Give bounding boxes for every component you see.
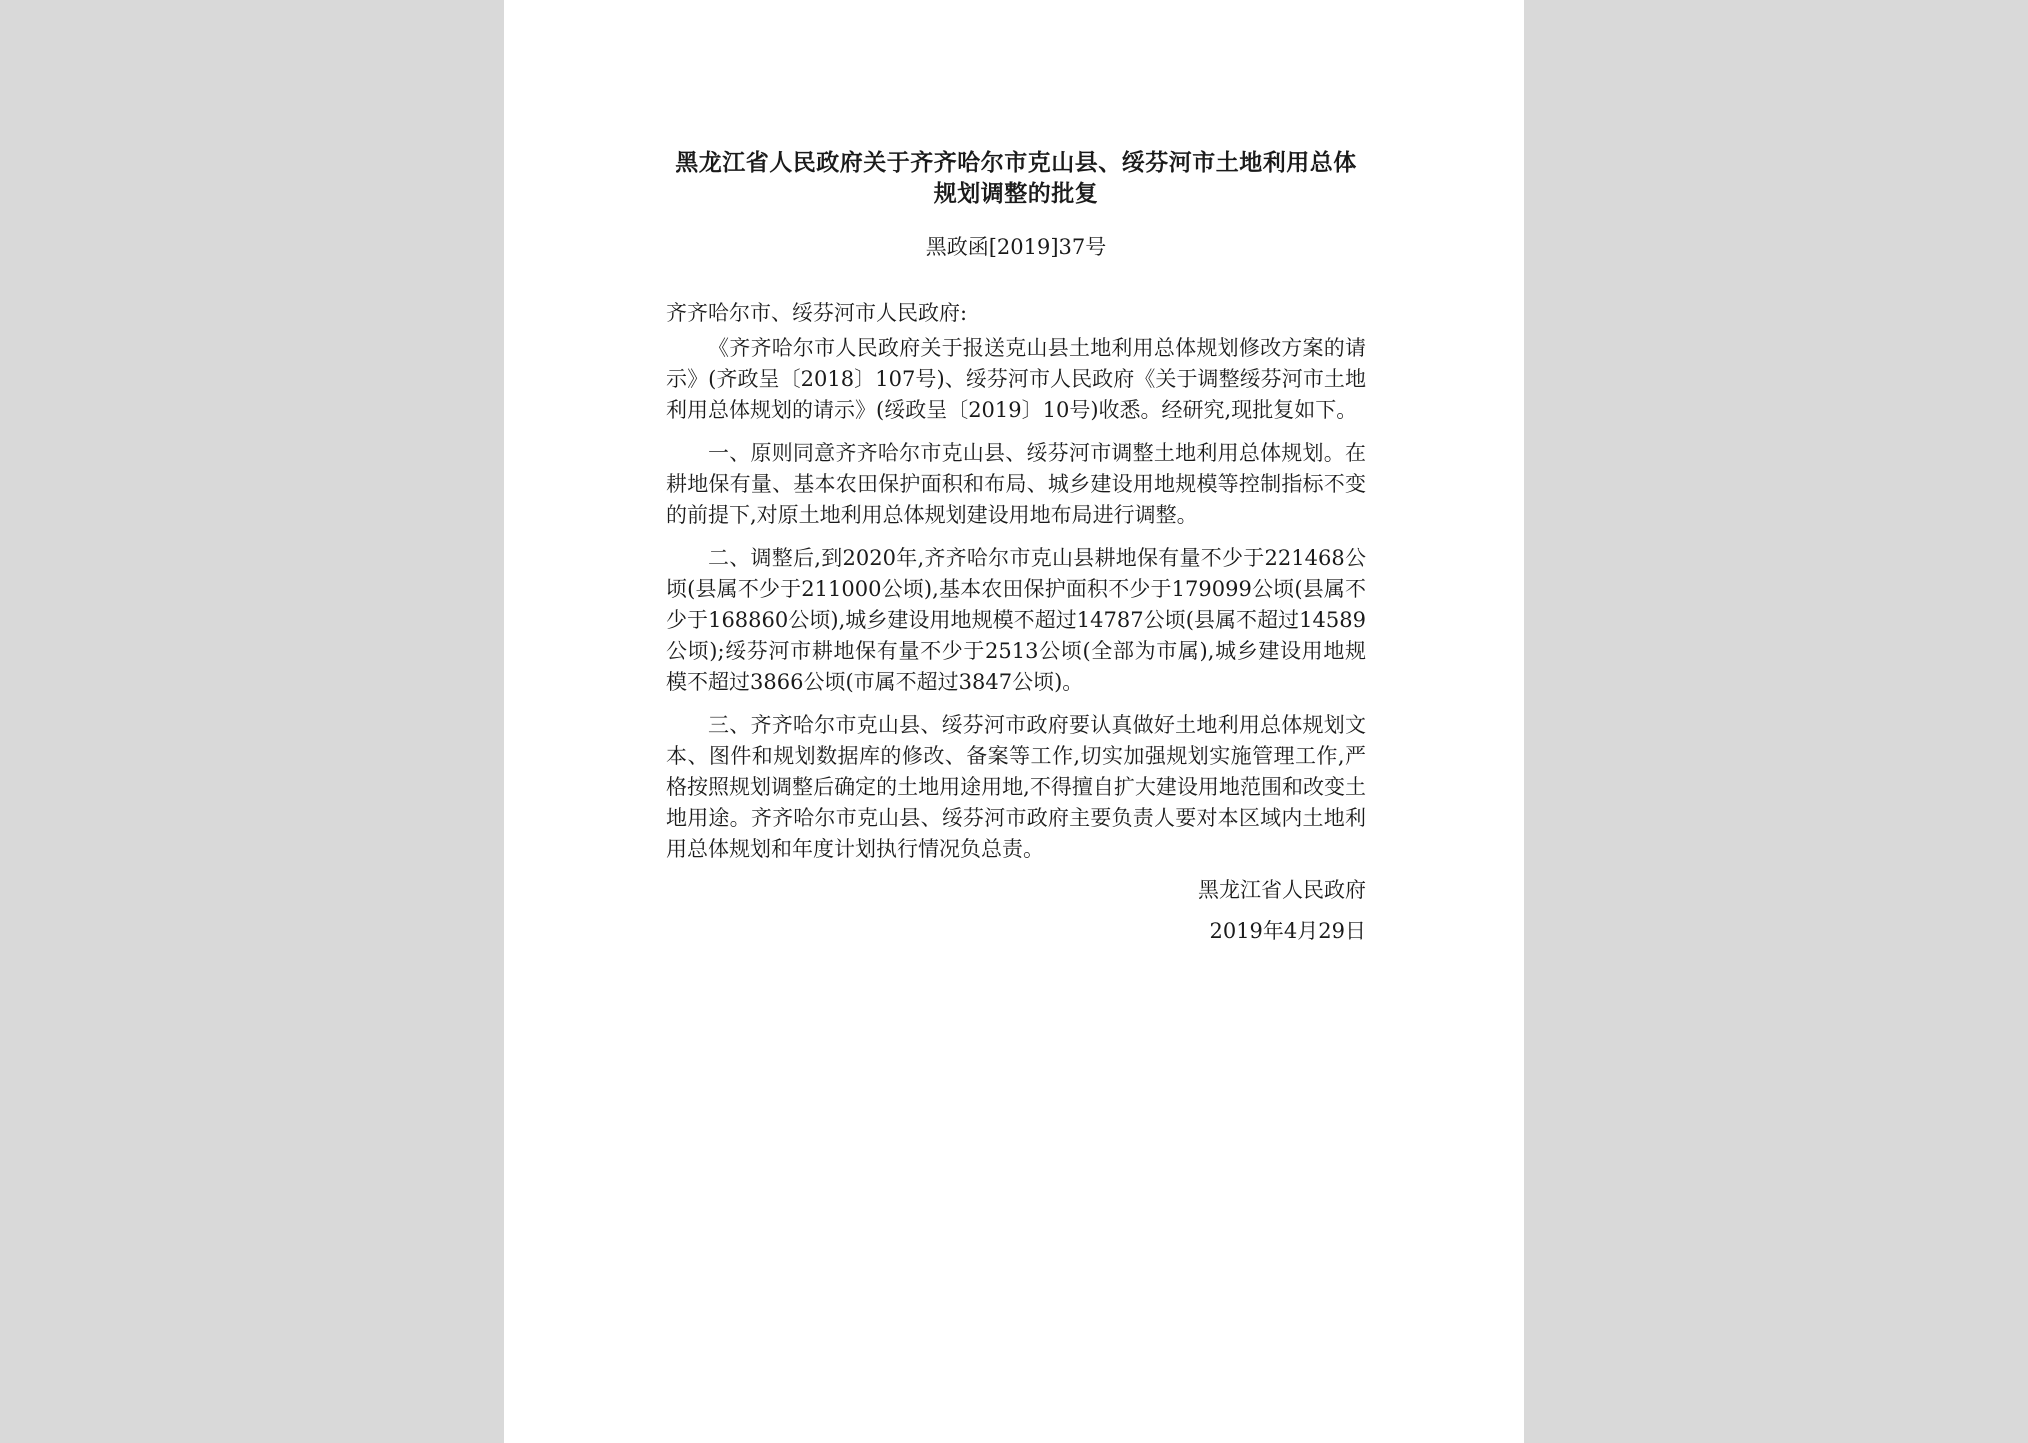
document-content [666, 148, 1366, 947]
addressee: 齐齐哈尔市、绥芬河市人民政府: [666, 301, 968, 325]
body-paragraph-intro: 《齐齐哈尔市人民政府关于报送克山县土地利用总体规划修改方案的请示》(齐政呈〔2018〕107号)、绥芬河市人民政府《关于调整绥芬河市土地利用总体规划的请示》(绥政呈〔2019〕10号)收悉。经研究,现批复如下。 [666, 336, 1366, 422]
body-paragraph-1: 一、原则同意齐齐哈尔市克山县、绥芬河市调整土地利用总体规划。在耕地保有量、基本农田保护面积和布局、城乡建设用地规模等控制指标不变的前提下,对原土地利用总体规划建设用地布局进行调整。 [666, 441, 1366, 527]
document-number: 黑政函[2019]37号 [925, 235, 1107, 259]
body-paragraph-2: 二、调整后,到2020年,齐齐哈尔市克山县耕地保有量不少于221468公顷(县属不少于211000公顷),基本农田保护面积不少于179099公顷(县属不少于168860公顷),城乡建设用地规模不超过14787公顷(县属不超过14589公顷);绥芬河市耕地保有量不少于2513公顷(全部为市属),城乡建设用地规模不超过3866公顷(市属不超过3847公顷)。 [666, 546, 1366, 694]
document-title: 黑龙江省人民政府关于齐齐哈尔市克山县、绥芬河市土地利用总体规划调整的批复 [675, 150, 1357, 207]
document-page [504, 0, 1524, 1443]
issue-date: 2019年4月29日 [1209, 919, 1366, 943]
issuer-signature: 黑龙江省人民政府 [1198, 878, 1366, 902]
body-paragraph-3: 三、齐齐哈尔市克山县、绥芬河市政府要认真做好土地利用总体规划文本、图件和规划数据库的修改、备案等工作,切实加强规划实施管理工作,严格按照规划调整后确定的土地用途用地,不得擅自扩大建设用地范围和改变土地用途。齐齐哈尔市克山县、绥芬河市政府主要负责人要对本区域内土地利用总体规划和年度计划执行情况负总责。 [666, 713, 1366, 861]
